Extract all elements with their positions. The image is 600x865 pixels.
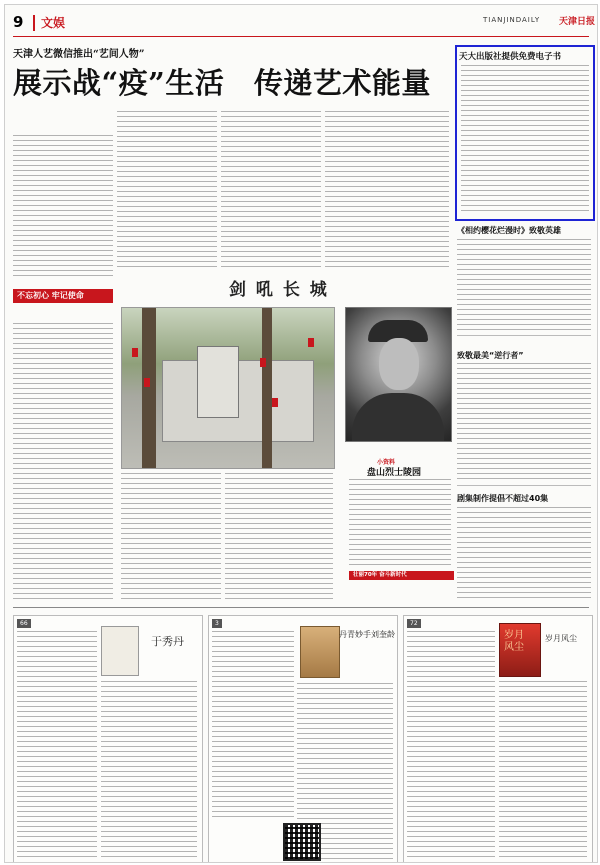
sidebar-label: 小资料 xyxy=(377,459,396,466)
bottom-separator xyxy=(13,607,589,608)
campaign-label: 不忘初心 牢记使命 xyxy=(13,289,113,303)
masthead-divider xyxy=(33,15,35,31)
masthead-brand: TIANJINDAILY xyxy=(483,16,541,24)
feature-title: 剑 吼 长 城 xyxy=(229,280,329,300)
book-cover xyxy=(300,626,340,678)
qr-code xyxy=(283,823,321,861)
section-name: 文娱 xyxy=(41,16,66,30)
book-title: 于秀丹 xyxy=(151,635,184,648)
lead-kicker: 天津人艺微信推出“艺间人物” xyxy=(13,49,145,60)
book-card-body xyxy=(212,631,294,819)
book-title: 丹青妙手刘奎龄 xyxy=(339,630,395,639)
story2-title: 《相约樱花烂漫时》致敬英雄 xyxy=(457,226,561,235)
column-rule xyxy=(457,335,591,336)
story4-body xyxy=(457,507,591,599)
column-rule xyxy=(457,485,591,486)
lead-body-column xyxy=(13,135,113,279)
lead-body-column xyxy=(117,111,217,269)
card-number: 72 xyxy=(407,619,421,628)
lead-body-column xyxy=(221,111,321,269)
lead-body-column xyxy=(325,111,449,269)
card-number: 66 xyxy=(17,619,31,628)
story3-title: 致敬最美“逆行者” xyxy=(457,351,524,360)
book-card-body xyxy=(17,631,97,857)
sidebar-title: 盘山烈士陵园 xyxy=(367,468,422,478)
card-number: 3 xyxy=(212,619,222,628)
story4-title: 剧集制作提倡不超过40集 xyxy=(457,494,549,503)
memorial-photo xyxy=(121,307,335,469)
ebook-article-body xyxy=(461,65,589,215)
book-cover xyxy=(101,626,139,676)
book-title: 岁月风尘 xyxy=(545,634,577,643)
soldier-portrait xyxy=(345,307,452,442)
masthead-logo: 天津日报 xyxy=(559,17,596,27)
story2-body xyxy=(457,239,591,331)
feature-body-column xyxy=(121,473,221,599)
page-number: 9 xyxy=(13,13,24,31)
book-card-body xyxy=(499,681,587,857)
ebook-article-title: 天大出版社提供免费电子书 xyxy=(459,52,562,62)
feature-body-column xyxy=(13,323,113,599)
feature-body-column xyxy=(225,473,333,599)
sidebar-body xyxy=(349,479,451,565)
book-cover: 岁月风尘 xyxy=(499,623,541,677)
lead-headline: 展示战“疫”生活 传递艺术能量 xyxy=(13,66,431,100)
book-card-body xyxy=(101,681,197,857)
anniversary-banner: 壮丽70年 奋斗新时代 xyxy=(349,571,454,580)
book-card-body xyxy=(407,631,495,857)
masthead-rule xyxy=(13,36,589,37)
story3-body xyxy=(457,363,591,479)
newspaper-page xyxy=(4,4,598,863)
